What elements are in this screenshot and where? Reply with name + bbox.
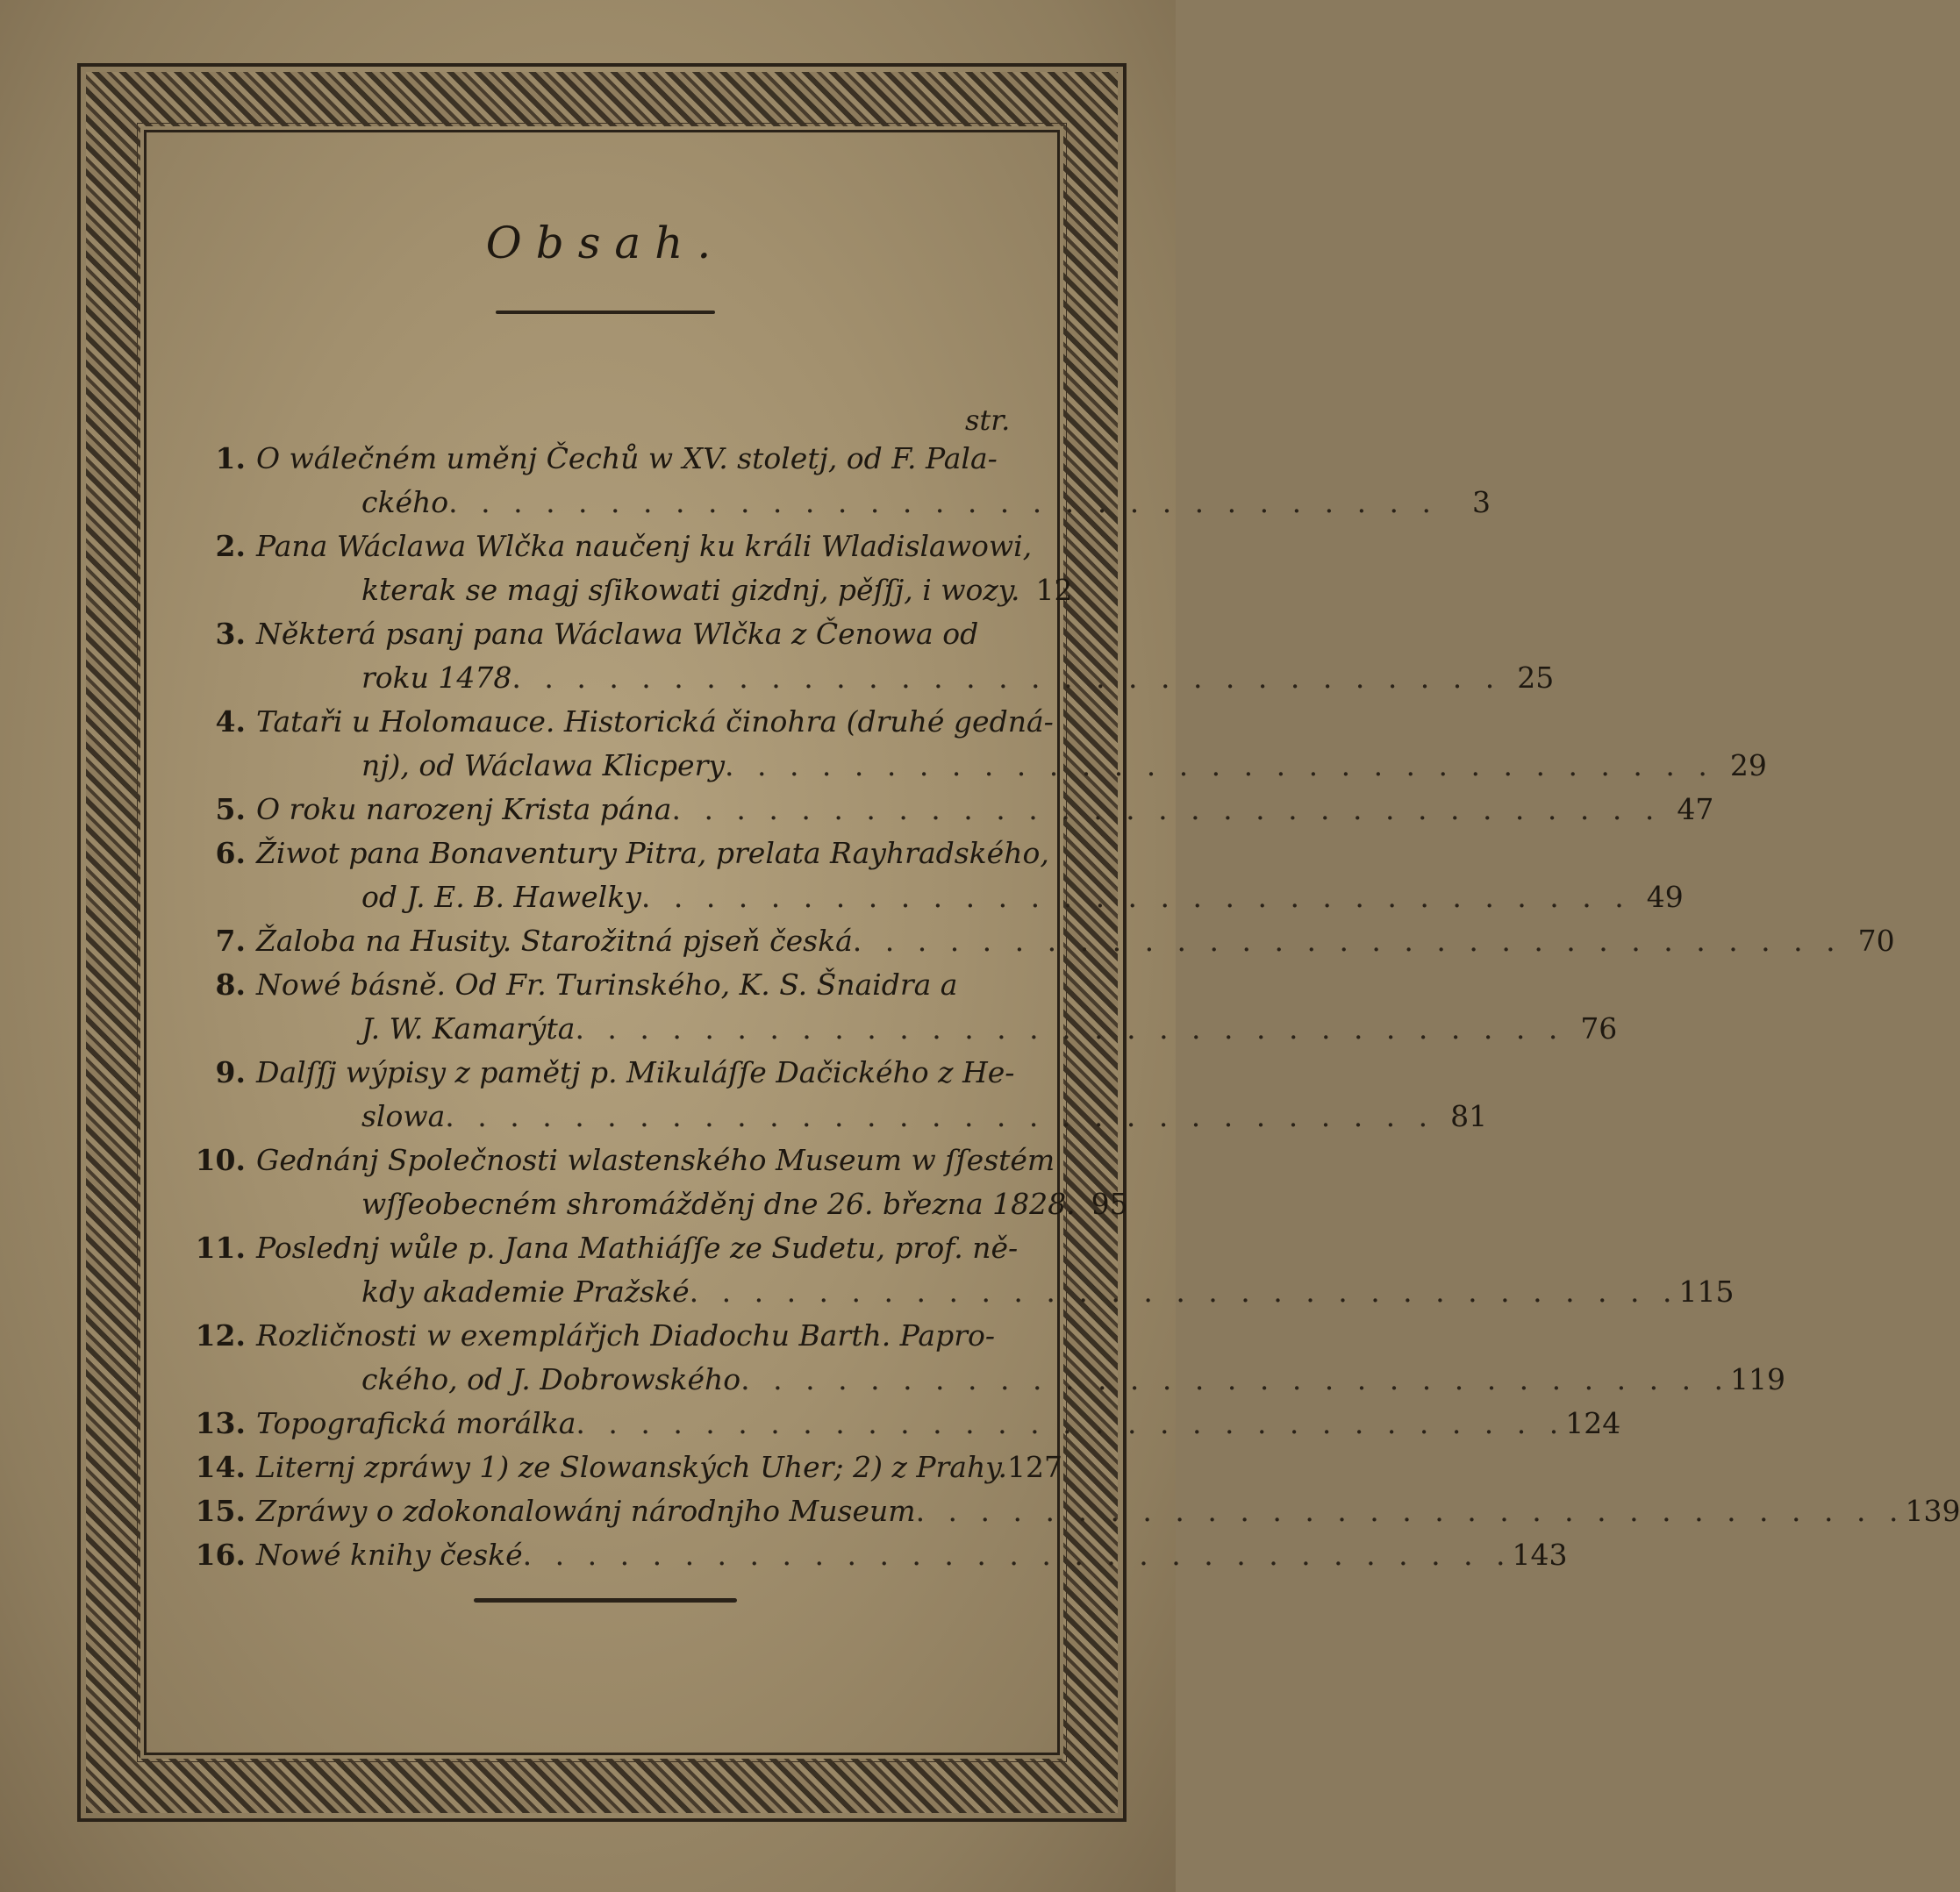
- toc-entry-number: 7.: [215, 924, 246, 958]
- toc-entry-page: 139: [1905, 1494, 1960, 1528]
- toc-entry: [193, 1314, 1786, 1402]
- toc-entry: [193, 832, 1684, 919]
- toc-entry-title: ckého, od J. Dobrowského: [361, 1362, 741, 1396]
- toc-entry-title: roku 1478: [361, 660, 512, 695]
- toc-entry-line: [193, 963, 1018, 1007]
- toc-entry: [193, 919, 1895, 963]
- toc-entry-title: Žaloba na Husity. Starožitná pjseň česká: [256, 924, 853, 958]
- toc-entry: [193, 1226, 1735, 1314]
- toc-entry-number: 1.: [215, 441, 246, 475]
- toc-leader-dots: . . . . . . . . . . . . . . . . . . . . . . . . . . . . . . .: [740, 1362, 1731, 1396]
- toc-leader-dots: [998, 437, 1018, 481]
- toc-entry-page: 76: [1580, 1011, 1618, 1046]
- toc-entry-title: Nowé básně. Od Fr. Turinského, K. S. Šnaidra a: [256, 967, 958, 1002]
- toc-entry: [193, 1402, 1621, 1446]
- toc-entry: [193, 700, 1767, 788]
- toc-entry: [193, 1533, 1568, 1577]
- toc-entry-line: [193, 1270, 1735, 1314]
- toc-leader-dots: . . . . . . . . . . . . . . . . . . . . . . . . . . . . . . .: [511, 660, 1502, 695]
- toc-entry-line: [193, 1314, 1018, 1358]
- toc-leader-dots: . . . . . . . . . . . . . . . . . . . . . . . . . . . . . . .: [915, 1494, 1906, 1528]
- toc-entry-title: O wálečném uměnj Čechů w XV. stoletj, od F. Pala-: [256, 441, 998, 475]
- toc-entry-line: [193, 1402, 1621, 1446]
- page-column-label: str.: [965, 403, 1011, 437]
- toc-entry-title: Některá psanj pana Wáclawa Wlčka z Čenowa od: [256, 617, 979, 651]
- toc-entry-title: kterak se magj sſikowati gizdnj, pěſſj, i wozy.: [361, 573, 1020, 607]
- toc-entry: [193, 1446, 1062, 1489]
- toc-entry-title: ckého: [361, 485, 449, 519]
- toc-entry: [193, 1489, 1960, 1533]
- toc-entry-title: J. W. Kamarýta: [361, 1011, 576, 1046]
- toc-entry-line: [193, 919, 1895, 963]
- toc-leader-dots: . . . . . . . . . . . . . . . . . . . . . . . . . . . . . . .: [689, 1274, 1679, 1309]
- toc-entry-line: [193, 525, 1033, 568]
- toc-entry-number: 16.: [195, 1538, 246, 1572]
- toc-entry-line: [193, 1007, 1618, 1051]
- toc-entry-line: [193, 788, 1714, 832]
- toc-entry-line: [193, 1226, 1018, 1270]
- table-of-contents: [193, 202, 1960, 1572]
- toc-entry-title: Zpráwy o zdokonalowánj národnjho Museum: [256, 1494, 916, 1528]
- toc-entry: [193, 437, 1491, 525]
- toc-leader-dots: . . . . . . . . . . . . . . . . . . . . . . . . . . . . . . .: [575, 1011, 1565, 1046]
- toc-entry-line: [193, 568, 1073, 612]
- toc-entry-title: slowa: [361, 1099, 446, 1133]
- toc-entry-number: 8.: [215, 967, 246, 1002]
- toc-entry-page: 3: [1472, 485, 1491, 519]
- toc-entry: [193, 612, 1555, 700]
- toc-entry: [193, 525, 1073, 612]
- toc-entry-number: 10.: [195, 1143, 246, 1177]
- toc-entry-page: 25: [1517, 660, 1555, 695]
- toc-entry-number: 4.: [215, 704, 246, 739]
- toc-entry-title: Topografická morálka: [256, 1406, 576, 1440]
- toc-entry-page: 95: [1091, 1187, 1128, 1221]
- toc-entry-page: 119: [1730, 1362, 1786, 1396]
- title-rule: [496, 311, 715, 314]
- toc-entry-title: Gednánj Společnosti wlastenského Museum w ſſestém: [256, 1143, 1055, 1177]
- toc-entry: [193, 1051, 1488, 1139]
- toc-entry-page: 70: [1857, 924, 1895, 958]
- toc-entry: [193, 788, 1714, 832]
- page-title: Obsah.: [485, 218, 726, 268]
- toc-entry-number: 6.: [215, 836, 246, 870]
- toc-entry-page: 127: [1007, 1450, 1062, 1484]
- toc-entry-page: 47: [1677, 792, 1714, 826]
- toc-leader-dots: [995, 1314, 1018, 1358]
- toc-entry-number: 13.: [195, 1406, 246, 1440]
- toc-entry-title: nj), od Wáclawa Klicpery: [361, 748, 725, 782]
- toc-entry-page: 124: [1565, 1406, 1621, 1440]
- toc-entry-number: 14.: [195, 1450, 246, 1484]
- toc-leader-dots: . . . . . . . . . . . . . . . . . . . . . . . . . . . . . . .: [522, 1538, 1513, 1572]
- toc-entry-number: 12.: [195, 1318, 246, 1353]
- toc-entry: [193, 1139, 1128, 1226]
- toc-entry-number: 3.: [215, 617, 246, 651]
- toc-entry-line: [193, 1182, 1128, 1226]
- toc-entry-title: kdy akademie Pražské: [361, 1274, 690, 1309]
- toc-entry-line: [193, 612, 1018, 656]
- toc-entry-title: O roku narozenj Krista pána: [256, 792, 672, 826]
- toc-entry-line: [193, 1095, 1488, 1139]
- toc-entry-line: [193, 481, 1491, 525]
- toc-entry-line: [193, 1533, 1568, 1577]
- toc-entry-title: Tataři u Holomauce. Historická činohra (druhé gedná-: [256, 704, 1054, 739]
- toc-leader-dots: . . . . . . . . . . . . . . . . . . . . . . . . . . . . . . .: [640, 880, 1631, 914]
- toc-entry-page: 81: [1450, 1099, 1488, 1133]
- toc-entry-number: 9.: [215, 1055, 246, 1089]
- toc-entry-line: [193, 1051, 1018, 1095]
- toc-entry-line: [193, 744, 1767, 788]
- toc-entry-page: 115: [1678, 1274, 1735, 1309]
- toc-entry: [193, 963, 1618, 1051]
- toc-entry-line: [193, 832, 1049, 875]
- toc-entry-page: 29: [1729, 748, 1767, 782]
- toc-entry-line: [193, 1139, 1055, 1182]
- toc-leader-dots: . . . . . . . . . . . . . . . . . . . . . . . . . . . . . . .: [445, 1099, 1435, 1133]
- toc-leader-dots: [978, 612, 1018, 656]
- toc-entry-title: Liternj zpráwy 1) ze Slowanských Uher; 2) z Prahy.: [256, 1450, 1007, 1484]
- toc-list: [193, 437, 1960, 1577]
- toc-entry-page: 49: [1646, 880, 1684, 914]
- bottom-rule: [474, 1598, 737, 1603]
- toc-entry-line: [193, 1446, 1062, 1489]
- toc-entry-number: 11.: [195, 1231, 246, 1265]
- toc-entry-number: 15.: [195, 1494, 246, 1528]
- toc-entry-title: wſſeobecném shromážděnj dne 26. března 1828.: [361, 1187, 1076, 1221]
- toc-entry-title: od J. E. B. Hawelky: [361, 880, 641, 914]
- toc-leader-dots: . . . . . . . . . . . . . . . . . . . . . . . . . . . . . . .: [671, 792, 1662, 826]
- toc-entry-number: 2.: [215, 529, 246, 563]
- toc-leader-dots: [957, 963, 1018, 1007]
- toc-leader-dots: . . . . . . . . . . . . . . . . . . . . . . . . . . . . . . .: [724, 748, 1714, 782]
- toc-entry-title: Dalſſj wýpisy z pamětj p. Mikuláſſe Dačického z He-: [256, 1055, 1015, 1089]
- toc-entry-line: [193, 656, 1555, 700]
- toc-entry-line: [193, 875, 1684, 919]
- toc-entry-title: Rozličnosti w exemplářjch Diadochu Barth. Papro-: [256, 1318, 995, 1353]
- toc-entry-line: [193, 1489, 1960, 1533]
- toc-entry-page: 12: [1035, 573, 1073, 607]
- toc-leader-dots: . . . . . . . . . . . . . . . . . . . . . . . . . . . . . . .: [576, 1406, 1566, 1440]
- toc-leader-dots: . . . . . . . . . . . . . . . . . . . . . . . . . . . . . . .: [448, 485, 1439, 519]
- toc-leader-dots: [1014, 1051, 1018, 1095]
- toc-leader-dots: . . . . . . . . . . . . . . . . . . . . . . . . . . . . . . .: [852, 924, 1842, 958]
- toc-entry-title: Pana Wáclawa Wlčka naučenj ku králi Wladislawowi,: [256, 529, 1033, 563]
- toc-entry-line: [193, 437, 1018, 481]
- toc-entry-title: Poslednj wůle p. Jana Mathiáſſe ze Sudetu, prof. ně-: [256, 1231, 1019, 1265]
- toc-entry-line: [193, 700, 1054, 744]
- toc-entry-line: [193, 1358, 1786, 1402]
- toc-entry-number: 5.: [215, 792, 246, 826]
- toc-entry-title: Žiwot pana Bonaventury Pitra, prelata Rayhradského,: [256, 836, 1049, 870]
- toc-entry-page: 143: [1512, 1538, 1568, 1572]
- toc-entry-title: Nowé knihy české: [256, 1538, 523, 1572]
